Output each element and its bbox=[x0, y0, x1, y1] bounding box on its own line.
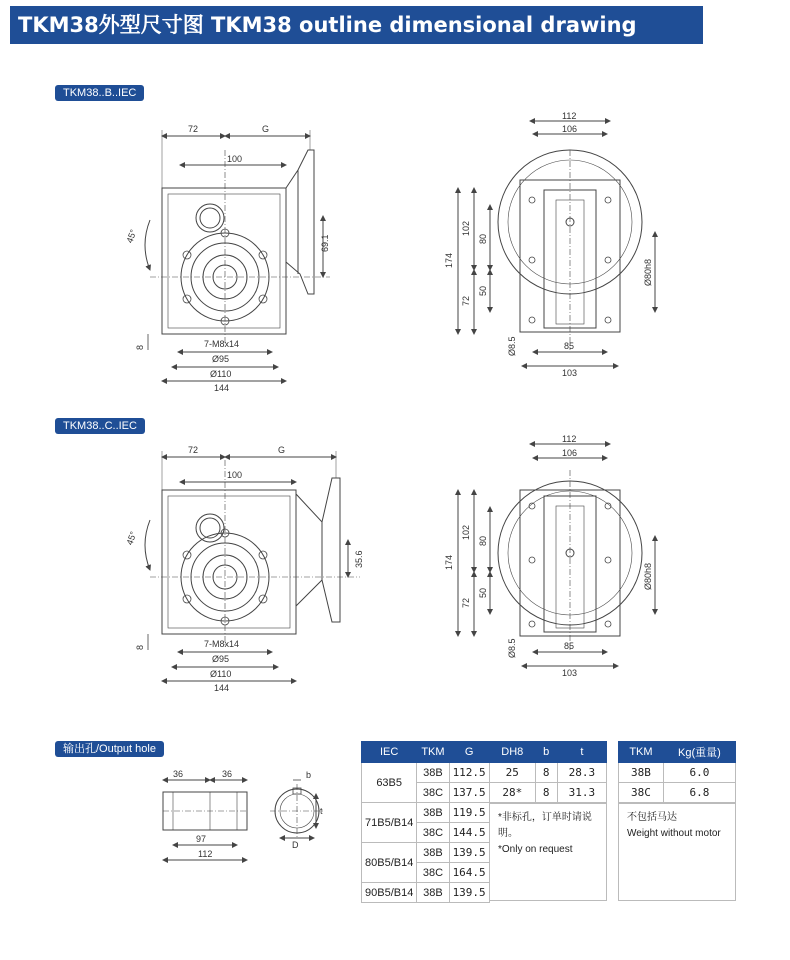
dim-label: 72 bbox=[188, 124, 199, 134]
dim-label: 45° bbox=[124, 530, 139, 547]
dim-label: 35.6 bbox=[354, 550, 364, 568]
table-cell: 71B5/B14 bbox=[362, 803, 417, 843]
table-cell: 25 bbox=[490, 763, 536, 783]
table-cell: 38B bbox=[417, 803, 449, 823]
dim-label: 144 bbox=[214, 383, 230, 393]
dim-label: 174 bbox=[444, 554, 454, 570]
dim-label: 50 bbox=[478, 587, 488, 598]
drawing-c-side-view bbox=[145, 451, 360, 681]
table-header: IEC bbox=[362, 742, 417, 763]
table-cell: 144.5 bbox=[449, 823, 489, 843]
dim-label: t bbox=[320, 806, 323, 816]
note-cn: 不包括马达 bbox=[627, 812, 677, 823]
table-cell: 28* bbox=[490, 783, 536, 803]
dim-label: 85 bbox=[564, 341, 575, 351]
dim-label: 102 bbox=[461, 220, 471, 236]
dim-label: 100 bbox=[227, 154, 243, 164]
table-cell: 38B bbox=[619, 763, 664, 783]
table-cell: 38B bbox=[417, 883, 449, 903]
dim-label: 106 bbox=[562, 448, 578, 458]
dim-label: 112 bbox=[562, 434, 577, 444]
table-cell: 137.5 bbox=[449, 783, 489, 803]
dim-label: 174 bbox=[444, 252, 454, 268]
table-header: t bbox=[557, 742, 606, 763]
table-header: G bbox=[449, 742, 489, 763]
hole-table bbox=[489, 741, 607, 803]
note-en: Weight without motor bbox=[627, 828, 721, 839]
table-cell: 38C bbox=[417, 783, 449, 803]
table-cell: 112.5 bbox=[449, 763, 489, 783]
dim-label: Ø80h8 bbox=[643, 258, 653, 286]
dim-label: Ø8.5 bbox=[507, 336, 517, 356]
dim-label: Ø110 bbox=[210, 369, 232, 379]
table-cell: 90B5/B14 bbox=[362, 883, 417, 903]
dim-label: Ø95 bbox=[212, 654, 230, 664]
dim-label: Ø110 bbox=[210, 669, 232, 679]
dim-label: 100 bbox=[227, 470, 243, 480]
page-title: TKM38外型尺寸图 TKM38 outline dimensional drawing bbox=[10, 6, 703, 44]
dim-label: 72 bbox=[188, 445, 199, 455]
dim-label: 7-M8x14 bbox=[204, 339, 240, 349]
table-cell: 8 bbox=[535, 783, 557, 803]
dim-label: 72 bbox=[461, 295, 471, 306]
table-header: b bbox=[535, 742, 557, 763]
dim-label: 112 bbox=[198, 849, 213, 859]
dim-label: 72 bbox=[461, 597, 471, 608]
table-cell: 38C bbox=[619, 783, 664, 803]
section-tag-c-iec: TKM38..C..IEC bbox=[55, 418, 145, 434]
dim-label: 36 bbox=[173, 769, 184, 779]
dim-label: 144 bbox=[214, 683, 230, 693]
dim-label: 102 bbox=[461, 524, 471, 540]
dim-label: 45° bbox=[124, 228, 139, 245]
dim-label: 8 bbox=[135, 644, 145, 650]
table-cell: 119.5 bbox=[449, 803, 489, 823]
dim-label: 69.1 bbox=[320, 234, 330, 252]
table-cell: 28.3 bbox=[557, 763, 606, 783]
note-en: *Only on request bbox=[498, 844, 573, 855]
table-cell: 6.8 bbox=[663, 783, 735, 803]
dim-label: G bbox=[262, 124, 270, 134]
hole-note bbox=[489, 803, 607, 901]
table-cell: 139.5 bbox=[449, 843, 489, 863]
weight-note bbox=[618, 803, 736, 901]
drawing-b-front-labels bbox=[444, 111, 653, 378]
dim-label: 112 bbox=[562, 111, 577, 121]
section-tag-output-hole: 输出孔/Output hole bbox=[55, 741, 164, 757]
table-cell: 164.5 bbox=[449, 863, 489, 883]
dim-label: 103 bbox=[562, 668, 578, 678]
dim-label: G bbox=[278, 445, 286, 455]
table-cell: 38C bbox=[417, 863, 449, 883]
dim-label: Ø80h8 bbox=[643, 562, 653, 590]
dim-label: 80 bbox=[478, 233, 488, 244]
dim-label: b bbox=[306, 770, 312, 780]
drawing-c-front-labels bbox=[444, 434, 653, 678]
table-cell: 63B5 bbox=[362, 763, 417, 803]
table-cell: 139.5 bbox=[449, 883, 489, 903]
output-hole-view bbox=[163, 780, 324, 860]
table-header: DH8 bbox=[490, 742, 536, 763]
iec-g-table bbox=[361, 741, 490, 903]
dim-label: 7-M8x14 bbox=[204, 639, 240, 649]
table-cell: 31.3 bbox=[557, 783, 606, 803]
drawing-c-front-view bbox=[458, 444, 655, 666]
dim-label: Ø95 bbox=[212, 354, 230, 364]
dim-label: 97 bbox=[196, 834, 207, 844]
table-header: TKM bbox=[619, 742, 664, 763]
dim-label: 50 bbox=[478, 285, 488, 296]
dim-label: 106 bbox=[562, 124, 578, 134]
table-cell: 38B bbox=[417, 843, 449, 863]
dim-label: 85 bbox=[564, 641, 575, 651]
dim-label: D bbox=[292, 840, 299, 850]
dim-label: 80 bbox=[478, 535, 488, 546]
dim-label: 36 bbox=[222, 769, 233, 779]
weight-table bbox=[618, 741, 736, 803]
drawing-b-side-labels bbox=[124, 124, 330, 393]
dim-label: Ø8.5 bbox=[507, 638, 517, 658]
table-cell: 8 bbox=[535, 763, 557, 783]
table-cell: 6.0 bbox=[663, 763, 735, 783]
section-tag-b-iec: TKM38..B..IEC bbox=[55, 85, 144, 101]
note-cn: *非标孔，订单时请说明。 bbox=[498, 812, 592, 839]
table-cell: 38B bbox=[417, 763, 449, 783]
dim-label: 8 bbox=[135, 344, 145, 350]
table-cell: 38C bbox=[417, 823, 449, 843]
table-header: Kg(重量) bbox=[663, 742, 735, 763]
table-cell: 80B5/B14 bbox=[362, 843, 417, 883]
dim-label: 103 bbox=[562, 368, 578, 378]
table-header: TKM bbox=[417, 742, 449, 763]
